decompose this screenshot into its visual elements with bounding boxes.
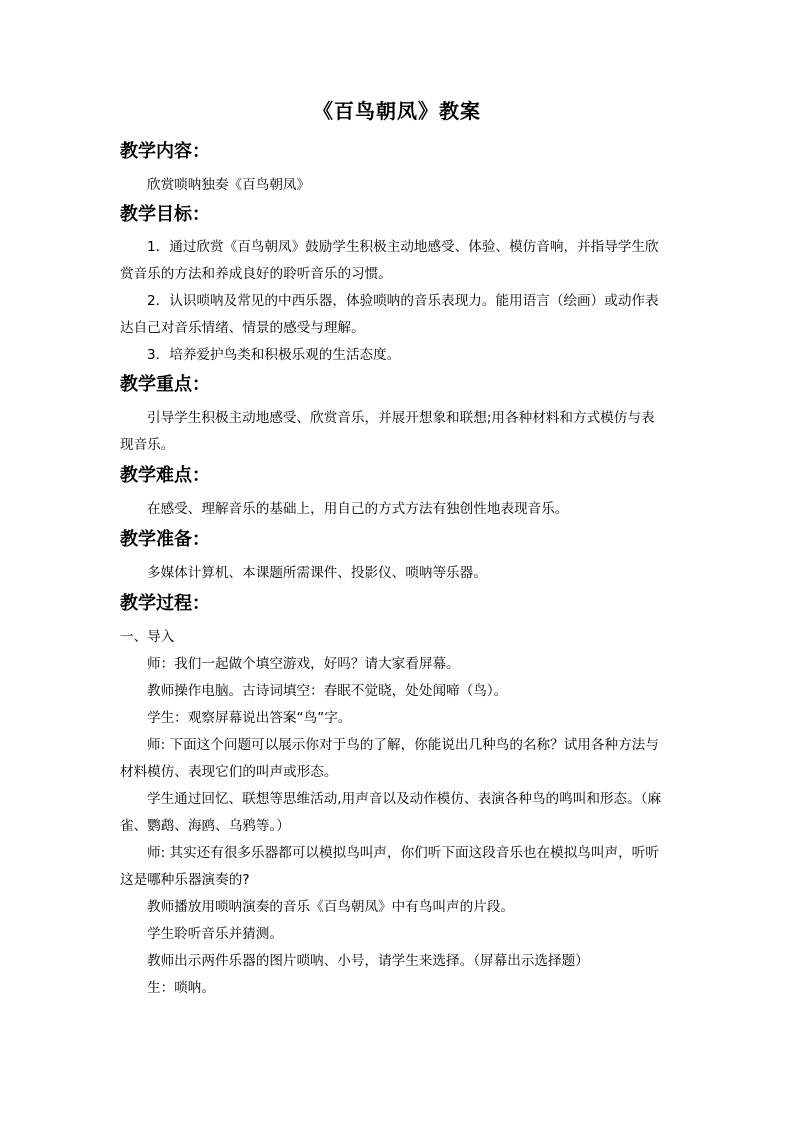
process-paragraph-10: 生：唢呐。 [147, 980, 215, 996]
heading-key-points: 教学重点： [120, 374, 210, 395]
heading-teaching-content: 教学内容： [120, 141, 210, 162]
process-section-1-title: 一、导入 [120, 629, 175, 645]
preparation-line-1: 多媒体计算机、本课题所需课件、投影仪、唢呐等乐器。 [147, 565, 487, 581]
process-paragraph-9: 教师出示两件乐器的图片唢呐、小号，请学生来选择。（屏幕出示选择题） [147, 953, 589, 969]
key-points-line-1: 引导学生积极主动地感受、欣赏音乐，并展开想象和联想;用各种材料和方式模仿与表 [147, 410, 655, 426]
heading-teaching-goals: 教学目标： [120, 204, 210, 225]
process-paragraph-6-line-2: 这是哪种乐器演奏的? [120, 872, 250, 888]
process-paragraph-6-line-1: 师: 其实还有很多乐器都可以模拟鸟叫声，你们听下面这段音乐也在模拟鸟叫声，听听 [147, 845, 659, 861]
process-paragraph-2: 教师操作电脑。古诗词填空：春眠不觉晓，处处闻啼（鸟）。 [147, 683, 508, 699]
document-title: 《百鸟朝凤》教案 [313, 99, 481, 123]
goal-2-line-2: 达自己对音乐情绪、情景的感受与理解。 [120, 320, 365, 336]
heading-difficulties: 教学难点： [120, 465, 210, 486]
content-paragraph: 欣赏唢呐独奏《百鸟朝凤》 [147, 177, 311, 193]
goal-1-line-1: 1．通过欣赏《百鸟朝凤》鼓励学生积极主动地感受、体验、模仿音响，并指导学生欣 [147, 239, 659, 255]
process-paragraph-1: 师：我们一起做个填空游戏，好吗？请大家看屏幕。 [147, 656, 460, 672]
key-points-line-2: 现音乐。 [120, 437, 175, 453]
process-paragraph-5-line-1: 学生通过回忆、联想等思维活动,用声音以及动作模仿、表演各种鸟的鸣叫和形态。（麻 [147, 791, 662, 807]
process-paragraph-3: 学生：观察屏幕说出答案“鸟”字。 [147, 710, 352, 726]
heading-process: 教学过程： [120, 593, 210, 614]
process-paragraph-8: 学生聆听音乐并猜测。 [147, 926, 283, 942]
difficulties-line-1: 在感受、理解音乐的基础上，用自己的方式方法有独创性地表现音乐。 [147, 501, 569, 517]
process-paragraph-5-line-2: 雀、鹦鹉、海鸥、乌鸦等。） [120, 818, 290, 834]
goal-3-line-1: 3．培养爱护鸟类和积极乐观的生活态度。 [147, 347, 401, 363]
process-paragraph-4-line-1: 师: 下面这个问题可以展示你对于鸟的了解，你能说出几种鸟的名称？试用各种方法与 [147, 737, 659, 753]
process-paragraph-7: 教师播放用唢呐演奏的音乐《百鸟朝凤》中有鸟叫声的片段。 [147, 899, 515, 915]
process-paragraph-4-line-2: 材料模仿、表现它们的叫声或形态。 [120, 764, 338, 780]
goal-2-line-1: 2．认识唢呐及常见的中西乐器，体验唢呐的音乐表现力。能用语言（绘画）或动作表 [147, 293, 659, 309]
goal-1-line-2: 赏音乐的方法和养成良好的聆听音乐的习惯。 [120, 266, 392, 282]
heading-preparation: 教学准备： [120, 529, 210, 550]
